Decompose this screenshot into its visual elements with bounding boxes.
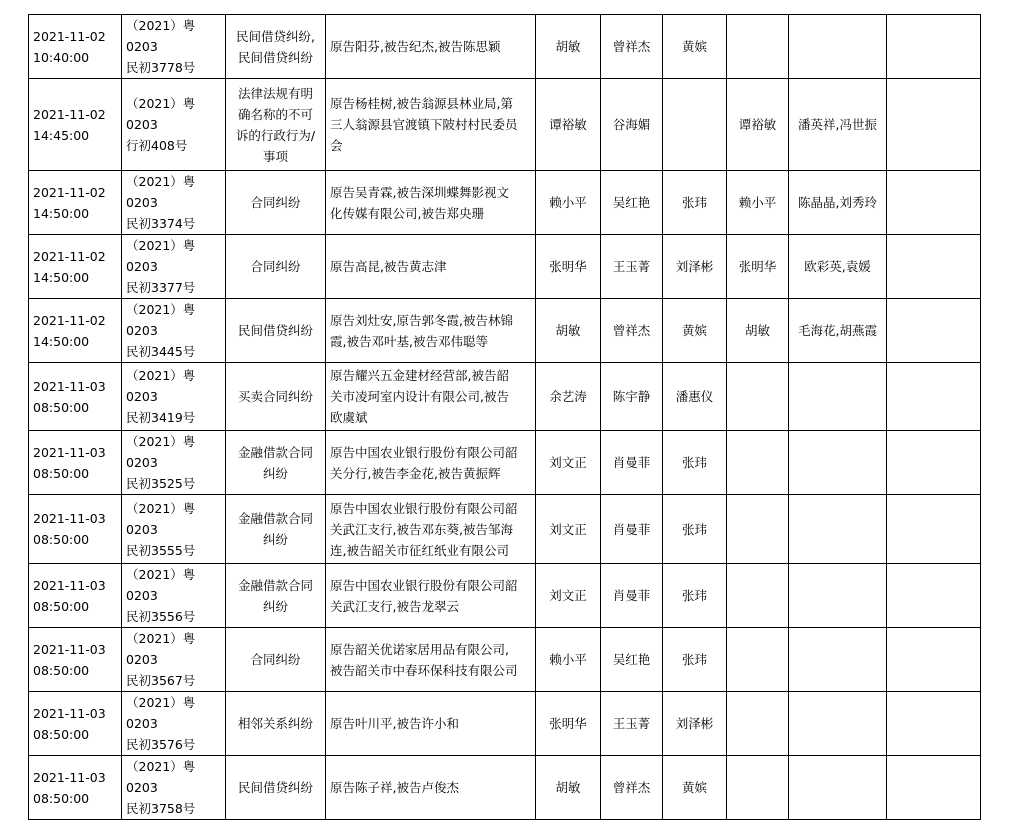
extra-cell xyxy=(887,171,981,235)
parties-cell: 原告吴青霖,被告深圳蝶舞影视文 化传媒有限公司,被告郑央珊 xyxy=(326,171,536,235)
case-number-cell: （2021）粤0203 民初3576号 xyxy=(122,692,226,756)
parties-cell: 原告耀兴五金建材经营部,被告韶 关市凌珂室内设计有限公司,被告 欧虞斌 xyxy=(326,363,536,431)
judge-cell: 胡敏 xyxy=(536,15,601,79)
jurors-cell xyxy=(789,495,887,564)
case-number-cell: （2021）粤0203 民初3419号 xyxy=(122,363,226,431)
judge-cell: 刘文正 xyxy=(536,495,601,564)
table-row xyxy=(29,79,981,171)
case-number-cell: （2021）粤0203 民初3778号 xyxy=(122,15,226,79)
clerk-cell: 肖曼菲 xyxy=(601,564,663,628)
parties-cell: 原告刘灶安,原告郭冬霞,被告林锦 霞,被告邓叶基,被告邓伟聪等 xyxy=(326,299,536,363)
clerk-cell: 肖曼菲 xyxy=(601,495,663,564)
extra-cell xyxy=(887,299,981,363)
parties-cell: 原告杨桂树,被告翁源县林业局,第 三人翁源县官渡镇下陂村村民委员 会 xyxy=(326,79,536,171)
case-cause-cell: 合同纠纷 xyxy=(226,171,326,235)
case-cause-cell: 民间借贷纠纷, 民间借贷纠纷 xyxy=(226,15,326,79)
table-row xyxy=(29,171,981,235)
jurors-cell: 陈晶晶,刘秀玲 xyxy=(789,171,887,235)
clerk-cell: 吴红艳 xyxy=(601,628,663,692)
parties-cell: 原告中国农业银行股份有限公司韶 关分行,被告李金花,被告黄振辉 xyxy=(326,431,536,495)
hearing-time-cell: 2021-11-03 08:50:00 xyxy=(29,756,122,820)
assistant-cell: 黄嫔 xyxy=(663,756,727,820)
table-row xyxy=(29,235,981,299)
jurors-cell: 毛海花,胡燕霞 xyxy=(789,299,887,363)
judge-cell: 余艺涛 xyxy=(536,363,601,431)
clerk-cell: 谷海媚 xyxy=(601,79,663,171)
judge-cell: 胡敏 xyxy=(536,756,601,820)
presiding-judge-cell: 谭裕敏 xyxy=(727,79,789,171)
presiding-judge-cell xyxy=(727,756,789,820)
case-cause-cell: 金融借款合同 纠纷 xyxy=(226,431,326,495)
judge-cell: 张明华 xyxy=(536,235,601,299)
clerk-cell: 曾祥杰 xyxy=(601,299,663,363)
extra-cell xyxy=(887,495,981,564)
table-row xyxy=(29,692,981,756)
case-cause-cell: 合同纠纷 xyxy=(226,628,326,692)
case-number-cell: （2021）粤0203 民初3525号 xyxy=(122,431,226,495)
parties-cell: 原告陈子祥,被告卢俊杰 xyxy=(326,756,536,820)
jurors-cell xyxy=(789,564,887,628)
table-row xyxy=(29,299,981,363)
jurors-cell xyxy=(789,363,887,431)
presiding-judge-cell xyxy=(727,15,789,79)
jurors-cell xyxy=(789,431,887,495)
jurors-cell xyxy=(789,692,887,756)
case-number-cell: （2021）粤0203 民初3567号 xyxy=(122,628,226,692)
assistant-cell: 张玮 xyxy=(663,628,727,692)
case-cause-cell: 法律法规有明 确名称的不可 诉的行政行为/ 事项 xyxy=(226,79,326,171)
case-number-cell: （2021）粤0203 行初408号 xyxy=(122,79,226,171)
extra-cell xyxy=(887,15,981,79)
hearing-time-cell: 2021-11-02 14:50:00 xyxy=(29,171,122,235)
case-number-cell: （2021）粤0203 民初3556号 xyxy=(122,564,226,628)
hearing-time-cell: 2021-11-02 14:45:00 xyxy=(29,79,122,171)
extra-cell xyxy=(887,756,981,820)
jurors-cell xyxy=(789,756,887,820)
parties-cell: 原告阳芬,被告纪杰,被告陈思颖 xyxy=(326,15,536,79)
case-cause-cell: 买卖合同纠纷 xyxy=(226,363,326,431)
clerk-cell: 王玉菁 xyxy=(601,235,663,299)
case-number-cell: （2021）粤0203 民初3758号 xyxy=(122,756,226,820)
case-number-cell: （2021）粤0203 民初3377号 xyxy=(122,235,226,299)
hearing-time-cell: 2021-11-02 10:40:00 xyxy=(29,15,122,79)
jurors-cell xyxy=(789,15,887,79)
assistant-cell xyxy=(663,79,727,171)
table-row xyxy=(29,15,981,79)
judge-cell: 张明华 xyxy=(536,692,601,756)
parties-cell: 原告中国农业银行股份有限公司韶 关武江支行,被告龙翠云 xyxy=(326,564,536,628)
assistant-cell: 黄嫔 xyxy=(663,15,727,79)
judge-cell: 赖小平 xyxy=(536,628,601,692)
presiding-judge-cell xyxy=(727,363,789,431)
presiding-judge-cell xyxy=(727,431,789,495)
judge-cell: 谭裕敏 xyxy=(536,79,601,171)
case-cause-cell: 金融借款合同 纠纷 xyxy=(226,564,326,628)
case-cause-cell: 金融借款合同 纠纷 xyxy=(226,495,326,564)
assistant-cell: 张玮 xyxy=(663,564,727,628)
presiding-judge-cell xyxy=(727,495,789,564)
table-row xyxy=(29,564,981,628)
extra-cell xyxy=(887,564,981,628)
case-number-cell: （2021）粤0203 民初3555号 xyxy=(122,495,226,564)
table-row xyxy=(29,756,981,820)
table-row xyxy=(29,363,981,431)
assistant-cell: 黄嫔 xyxy=(663,299,727,363)
hearing-time-cell: 2021-11-03 08:50:00 xyxy=(29,692,122,756)
extra-cell xyxy=(887,79,981,171)
jurors-cell: 欧彩英,袁媛 xyxy=(789,235,887,299)
case-cause-cell: 相邻关系纠纷 xyxy=(226,692,326,756)
hearing-schedule-table xyxy=(28,14,981,820)
presiding-judge-cell xyxy=(727,628,789,692)
presiding-judge-cell xyxy=(727,564,789,628)
assistant-cell: 张玮 xyxy=(663,495,727,564)
case-number-cell: （2021）粤0203 民初3374号 xyxy=(122,171,226,235)
judge-cell: 胡敏 xyxy=(536,299,601,363)
hearing-time-cell: 2021-11-03 08:50:00 xyxy=(29,363,122,431)
parties-cell: 原告高昆,被告黄志津 xyxy=(326,235,536,299)
judge-cell: 刘文正 xyxy=(536,564,601,628)
clerk-cell: 吴红艳 xyxy=(601,171,663,235)
table-body xyxy=(29,15,981,820)
clerk-cell: 曾祥杰 xyxy=(601,15,663,79)
extra-cell xyxy=(887,628,981,692)
assistant-cell: 张玮 xyxy=(663,171,727,235)
parties-cell: 原告叶川平,被告许小和 xyxy=(326,692,536,756)
table-row xyxy=(29,495,981,564)
hearing-time-cell: 2021-11-02 14:50:00 xyxy=(29,299,122,363)
table-row xyxy=(29,628,981,692)
jurors-cell xyxy=(789,628,887,692)
judge-cell: 刘文正 xyxy=(536,431,601,495)
extra-cell xyxy=(887,692,981,756)
hearing-time-cell: 2021-11-03 08:50:00 xyxy=(29,431,122,495)
presiding-judge-cell: 赖小平 xyxy=(727,171,789,235)
jurors-cell: 潘英祥,冯世振 xyxy=(789,79,887,171)
parties-cell: 原告韶关优诺家居用品有限公司, 被告韶关市中春环保科技有限公司 xyxy=(326,628,536,692)
presiding-judge-cell xyxy=(727,692,789,756)
case-cause-cell: 合同纠纷 xyxy=(226,235,326,299)
case-cause-cell: 民间借贷纠纷 xyxy=(226,756,326,820)
hearing-time-cell: 2021-11-02 14:50:00 xyxy=(29,235,122,299)
assistant-cell: 张玮 xyxy=(663,431,727,495)
assistant-cell: 潘惠仪 xyxy=(663,363,727,431)
extra-cell xyxy=(887,235,981,299)
parties-cell: 原告中国农业银行股份有限公司韶 关武江支行,被告邓东葵,被告邹海 连,被告韶关市征红纸业有限公司 xyxy=(326,495,536,564)
hearing-time-cell: 2021-11-03 08:50:00 xyxy=(29,564,122,628)
assistant-cell: 刘泽彬 xyxy=(663,235,727,299)
case-cause-cell: 民间借贷纠纷 xyxy=(226,299,326,363)
hearing-time-cell: 2021-11-03 08:50:00 xyxy=(29,495,122,564)
clerk-cell: 曾祥杰 xyxy=(601,756,663,820)
case-number-cell: （2021）粤0203 民初3445号 xyxy=(122,299,226,363)
table-row xyxy=(29,431,981,495)
presiding-judge-cell: 胡敏 xyxy=(727,299,789,363)
extra-cell xyxy=(887,431,981,495)
extra-cell xyxy=(887,363,981,431)
clerk-cell: 陈宇静 xyxy=(601,363,663,431)
clerk-cell: 肖曼菲 xyxy=(601,431,663,495)
presiding-judge-cell: 张明华 xyxy=(727,235,789,299)
judge-cell: 赖小平 xyxy=(536,171,601,235)
clerk-cell: 王玉菁 xyxy=(601,692,663,756)
hearing-time-cell: 2021-11-03 08:50:00 xyxy=(29,628,122,692)
assistant-cell: 刘泽彬 xyxy=(663,692,727,756)
